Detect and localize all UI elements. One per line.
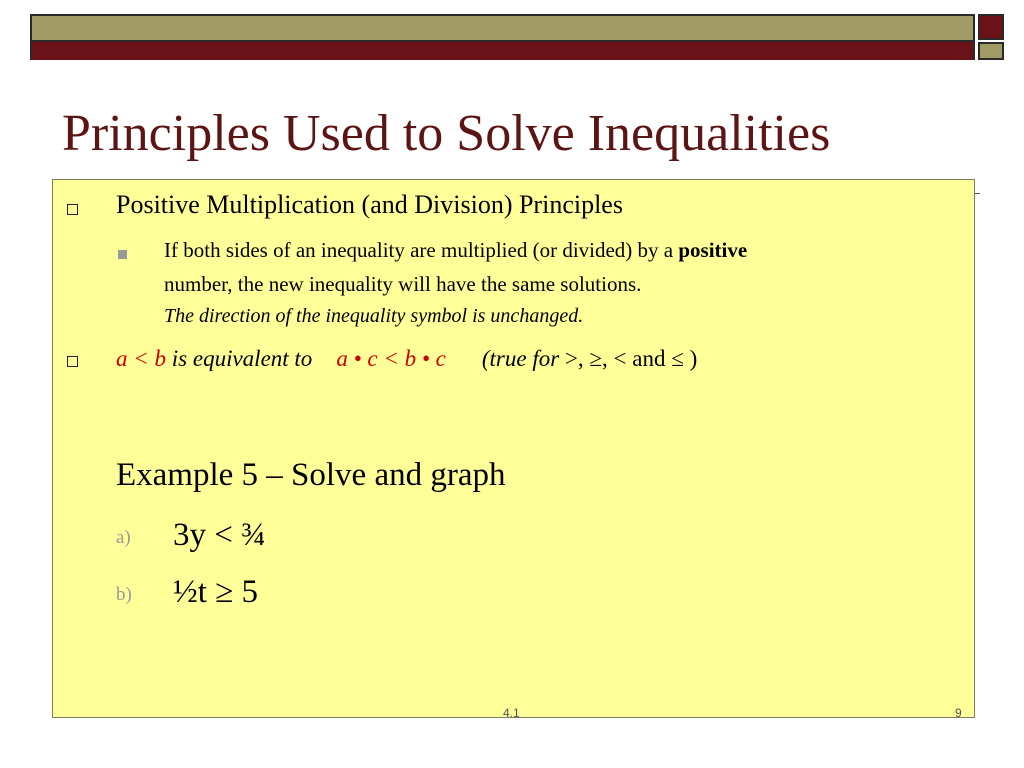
item-expr-b: ½t ≥ 5 xyxy=(173,574,259,610)
equivalence-statement xyxy=(116,346,697,372)
example-heading: Example 5 – Solve and graph xyxy=(116,457,506,493)
sub-bullet-line-1 xyxy=(164,238,747,263)
filled-square-bullet-icon xyxy=(118,250,127,259)
item-label-b: b) xyxy=(116,584,132,605)
equivalent-text: is equivalent to xyxy=(166,346,313,371)
item-expr-a: 3y < ¾ xyxy=(173,517,266,553)
slide-title: Principles Used to Solve Inequalities xyxy=(62,105,831,162)
sub-bullet-line-2: number, the new inequality will have the same solutions. xyxy=(164,272,642,296)
sub-bullet-line-3: The direction of the inequality symbol is unchanged. xyxy=(164,305,584,327)
item-label-a: a) xyxy=(116,527,131,548)
content-box xyxy=(52,179,975,718)
true-for-text: (true for xyxy=(481,346,565,371)
top-decorative-bar xyxy=(30,14,975,60)
top-maroon-strip xyxy=(32,40,973,60)
top-right-olive-square xyxy=(978,42,1004,60)
top-right-maroon-square xyxy=(978,14,1004,40)
positive-keyword: positive xyxy=(678,238,748,262)
bullet-positive-principles: Positive Multiplication (and Division) Principles xyxy=(116,190,623,219)
sub-bullet-text: If both sides of an inequality are multiplied (or divided) by a xyxy=(164,238,679,262)
square-bullet-icon xyxy=(67,204,78,215)
footer-page-number: 9 xyxy=(955,706,962,720)
footer-section-label: 4.1 xyxy=(503,706,520,720)
inequality-symbols: >, ≥, < and ≤ ) xyxy=(564,346,698,371)
square-bullet-icon xyxy=(67,356,78,367)
expression-ac-less-bc: a • c < b • c xyxy=(336,346,446,371)
expression-a-less-b: a < b xyxy=(116,346,167,371)
